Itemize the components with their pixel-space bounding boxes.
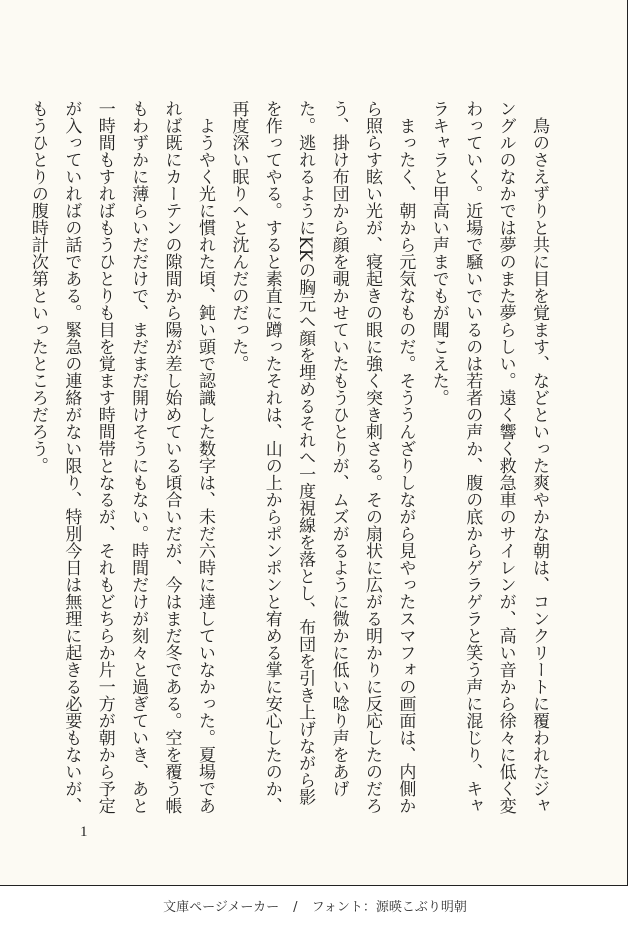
paragraph-1: 鳥のさえずりと共に目を覚ます、などといった爽やかな朝は、コンクリートに覆われたジャングルのなかでは夢のまた夢らしい。遠く響く救急車のサイレンが、高い音から徐々に低く変わっていく。近場で騒いでいるのは若者の声か、腹の底からゲラゲラと笑う声に混じり、キャラキャラと甲高い声までもが聞こえた。 <box>428 100 549 814</box>
vertical-text-body <box>21 100 556 820</box>
font-credit: フォント：源暎こぶり明朝 <box>311 900 467 915</box>
page-number: 1 <box>80 824 88 840</box>
footer-separator: / <box>293 900 298 915</box>
paragraph-3: ようやく光に慣れた頃、鈍い頭で認識した数字は、未だ六時に達していなかった。夏場であれば既にカーテンの隙間から陽が差し始めている頃合いだが、今はまだ冬である。空を覆う帳もわずかに薄らいだだけで、まだまだ開けそうにもない。時間だけが刻々と過ぎていき、あと一時間もすればもうひとりも目を覚ます時間帯となるが、それもどちらか片一方が朝から予定が入っていればの話である。緊急の連絡がない限り、特別今日は無理に起きる必要もないが、もうひとりの腹時計次第といったところだろう。 <box>27 100 215 814</box>
app-name: 文庫ページメーカー <box>163 900 280 915</box>
footer-credit <box>0 896 630 915</box>
paragraph-2: まったく、朝から元気なものだ。そううんざりしながら見やったスマフォの画面は、内側から照らす眩い光が、寝起きの眼に強く突き刺さる。その扇状に広がる明かりに反応したのだろう、掛け布団から顔を覗かせていたもうひとりが、ムズがるように微かに低い唸り声をあげた。逃れるようにKKの胸元へ顔を埋めるそれへ一度視線を落とし、布団を引き上げながら影を作ってやる。すると素直に蹲ったそれは、山の上からポンポンと宥める掌に安心したのか、再度深い眠りへと沈んだのだった。 <box>228 100 416 814</box>
